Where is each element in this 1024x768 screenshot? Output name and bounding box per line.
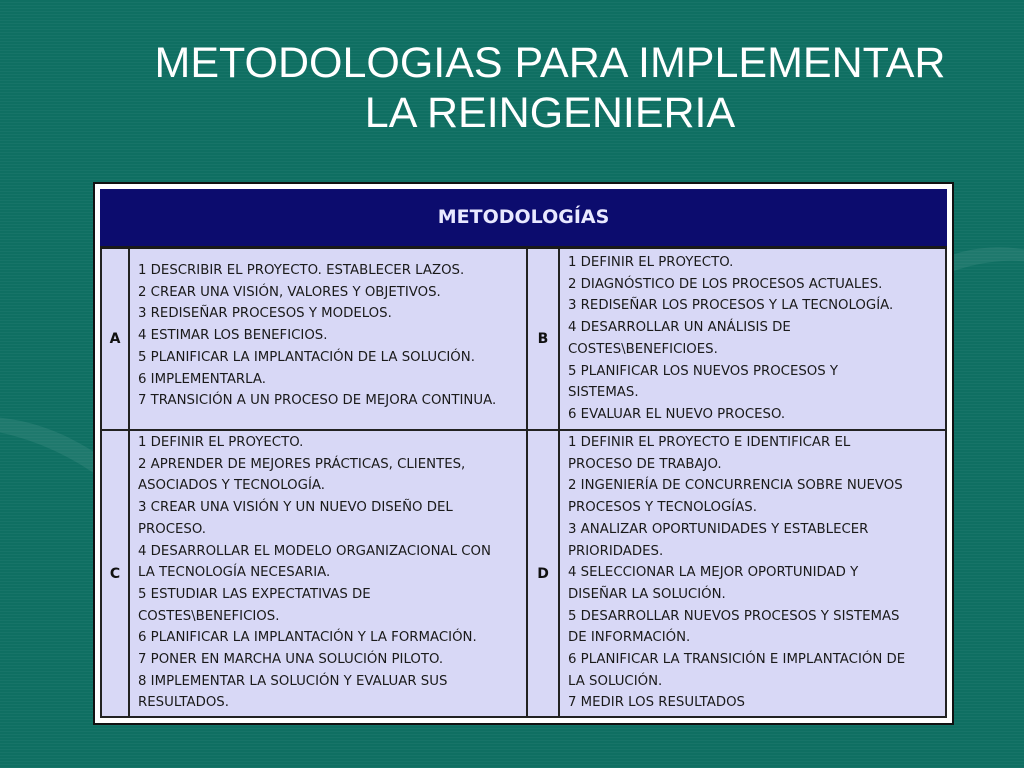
method-step: 2 CREAR UNA VISIÓN, VALORES Y OBJETIVOS. <box>138 284 441 300</box>
method-step: 6 PLANIFICAR LA TRANSICIÓN E IMPLANTACIÓN DE LA SOLUCIÓN. <box>568 652 906 689</box>
method-step: 4 DESARROLLAR UN ANÁLISIS DE COSTES\BENEFICIOES. <box>568 320 791 357</box>
method-step: 3 REDISEÑAR LOS PROCESOS Y LA TECNOLOGÍA. <box>568 298 894 314</box>
method-step: 1 DESCRIBIR EL PROYECTO. ESTABLECER LAZOS. <box>138 263 465 278</box>
method-step: 7 PONER EN MARCHA UNA SOLUCIÓN PILOTO. <box>138 652 444 668</box>
method-c-steps <box>130 431 528 718</box>
slide-title-line-2: LA REINGENIERIA <box>364 89 736 137</box>
method-a-steps <box>130 249 528 431</box>
method-b-label: B <box>528 249 560 431</box>
methodologies-table <box>100 189 947 718</box>
method-step: 2 DIAGNÓSTICO DE LOS PROCESOS ACTUALES. <box>568 276 883 292</box>
method-d-label: D <box>528 431 560 718</box>
method-step: 4 ESTIMAR LOS BENEFICIOS. <box>138 328 328 344</box>
method-step: 4 SELECCIONAR LA MEJOR OPORTUNIDAD Y DISEÑAR LA SOLUCIÓN. <box>568 565 859 602</box>
method-step: 3 REDISEÑAR PROCESOS Y MODELOS. <box>138 306 392 322</box>
slide-title <box>120 38 980 138</box>
method-step: 1 DEFINIR EL PROYECTO E IDENTIFICAR EL PROCESO DE TRABAJO. <box>568 435 851 472</box>
method-step: 3 ANALIZAR OPORTUNIDADES Y ESTABLECER PRIORIDADES. <box>568 521 869 559</box>
methodologies-table-frame <box>93 182 954 725</box>
method-step: 3 CREAR UNA VISIÓN Y UN NUEVO DISEÑO DEL PROCESO. <box>138 500 453 537</box>
method-step: 6 IMPLEMENTARLA. <box>138 371 266 387</box>
method-step: 5 DESARROLLAR NUEVOS PROCESOS Y SISTEMAS DE INFORMACIÓN. <box>568 608 900 646</box>
method-step: 1 DEFINIR EL PROYECTO. <box>138 435 304 450</box>
method-step: 1 DEFINIR EL PROYECTO. <box>568 255 734 270</box>
method-b-steps <box>560 249 947 431</box>
method-step: 8 IMPLEMENTAR LA SOLUCIÓN Y EVALUAR SUS RESULTADOS. <box>138 673 448 711</box>
method-step: 5 PLANIFICAR LA IMPLANTACIÓN DE LA SOLUCIÓN. <box>138 349 475 365</box>
method-step: 4 DESARROLLAR EL MODELO ORGANIZACIONAL CON LA TECNOLOGÍA NECESARIA. <box>138 543 491 581</box>
table-header: METODOLOGÍAS <box>100 189 947 249</box>
method-step: 7 MEDIR LOS RESULTADOS <box>568 695 745 711</box>
slide-title-line-1: METODOLOGIAS PARA IMPLEMENTAR <box>154 39 946 87</box>
method-step: 5 ESTUDIAR LAS EXPECTATIVAS DE COSTES\BENEFICIOS. <box>138 586 371 624</box>
method-c-label: C <box>100 431 130 718</box>
method-step: 2 INGENIERÍA DE CONCURRENCIA SOBRE NUEVOS PROCESOS Y TECNOLOGÍAS. <box>568 478 903 516</box>
method-step: 5 PLANIFICAR LOS NUEVOS PROCESOS Y SISTEMAS. <box>568 363 839 401</box>
method-a-label: A <box>100 249 130 431</box>
method-step: 6 PLANIFICAR LA IMPLANTACIÓN Y LA FORMACIÓN. <box>138 630 477 646</box>
method-step: 7 TRANSICIÓN A UN PROCESO DE MEJORA CONTINUA. <box>138 393 497 409</box>
method-step: 2 APRENDER DE MEJORES PRÁCTICAS, CLIENTES, ASOCIADOS Y TECNOLOGÍA. <box>138 456 466 494</box>
method-step: 6 EVALUAR EL NUEVO PROCESO. <box>568 406 786 422</box>
method-d-steps <box>560 431 947 718</box>
